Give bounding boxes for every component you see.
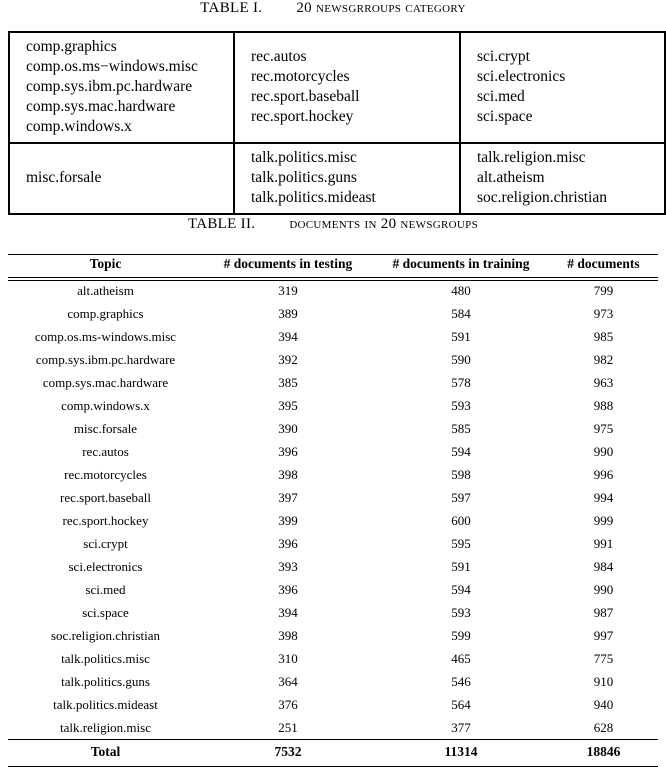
list-item: sci.crypt [477, 48, 530, 65]
table-row [9, 143, 665, 214]
cell-documents-total: 996 [593, 467, 614, 482]
cell-documents-testing: 396 [278, 536, 298, 551]
table-row [8, 717, 658, 740]
cell-topic: talk.politics.guns [61, 674, 150, 689]
table-row [8, 694, 658, 717]
cell-documents-training: 594 [451, 582, 471, 597]
cell-documents-training: 598 [451, 467, 471, 482]
cell-documents-training: 584 [451, 306, 471, 321]
list-item: alt.atheism [477, 169, 545, 186]
table-one-caption [0, 0, 666, 17]
table-two-caption-title: documents in 20 newsgroups [289, 216, 478, 232]
list-item: talk.politics.mideast [251, 189, 376, 206]
cell-documents-total: 910 [593, 674, 614, 689]
cell-documents-training: 595 [451, 536, 471, 551]
cell-documents-training: 578 [451, 375, 471, 390]
cell-topic: misc.forsale [73, 421, 138, 436]
list-item: rec.sport.hockey [251, 108, 354, 125]
cell-topic: rec.autos [82, 444, 129, 459]
table-two-caption-label: TABLE II. [187, 216, 256, 232]
list-item: talk.politics.guns [251, 169, 357, 186]
cell-documents-total: 940 [593, 697, 614, 712]
cell-documents-training: 593 [451, 398, 471, 413]
cell-documents-total: 990 [593, 582, 614, 597]
list-item: sci.electronics [477, 68, 566, 85]
column-header-topic: Topic [89, 256, 122, 271]
cell-documents-training: 600 [451, 513, 471, 528]
cell-documents-training: 599 [451, 628, 471, 643]
cell-documents-total: 982 [593, 352, 614, 367]
cell-documents-total: 990 [593, 444, 614, 459]
table-row [8, 395, 658, 418]
table-row [9, 32, 665, 143]
newsgroup-list [10, 168, 233, 188]
cell-topic: sci.electronics [68, 559, 143, 574]
cell-documents-total: 985 [593, 329, 614, 344]
table-one-caption-label: TABLE I. [200, 0, 263, 16]
cell-topic: soc.religion.christian [50, 628, 161, 643]
cell-topic: rec.motorcycles [64, 467, 147, 482]
table-row [8, 418, 658, 441]
cell-documents-training: 585 [451, 421, 471, 436]
cell-topic: comp.os.ms-windows.misc [34, 329, 177, 344]
cell-documents-testing: 395 [278, 398, 298, 413]
category-cell-comp [9, 32, 234, 143]
cell-documents-testing: 393 [278, 559, 298, 574]
category-cell-talk-politics [234, 143, 460, 214]
cell-documents-testing: 310 [278, 651, 298, 666]
column-header-documents-training: # documents in training [392, 256, 530, 271]
cell-documents-training: 546 [451, 674, 471, 689]
list-item: comp.sys.mac.hardware [26, 98, 176, 115]
table-row [8, 625, 658, 648]
cell-documents-total: 984 [593, 559, 614, 574]
cell-documents-testing: 394 [278, 605, 298, 620]
newsgroup-list [10, 37, 233, 137]
table-two-container [8, 256, 658, 765]
list-item: rec.motorcycles [251, 68, 350, 85]
cell-documents-total: 987 [593, 605, 614, 620]
cell-documents-training: 465 [451, 651, 471, 666]
table-row [8, 510, 658, 533]
cell-documents-total: 963 [593, 375, 614, 390]
cell-documents-testing: 319 [278, 283, 298, 298]
cell-topic: sci.space [82, 605, 129, 620]
table-head [8, 256, 658, 277]
cell-topic: talk.religion.misc [60, 720, 151, 735]
table-row [8, 579, 658, 602]
total-cell-topic: Total [90, 743, 121, 759]
newsgroup-category-table [8, 31, 666, 215]
table-row [8, 671, 658, 694]
table-row [8, 372, 658, 395]
cell-documents-total: 973 [593, 306, 614, 321]
cell-documents-testing: 389 [278, 306, 298, 321]
cell-documents-testing: 398 [278, 467, 298, 482]
list-item: talk.religion.misc [477, 149, 586, 166]
list-item: comp.graphics [26, 38, 117, 55]
category-cell-sci [460, 32, 665, 143]
cell-topic: rec.sport.baseball [60, 490, 151, 505]
cell-documents-testing: 397 [278, 490, 298, 505]
cell-documents-testing: 398 [278, 628, 298, 643]
cell-documents-training: 591 [451, 559, 471, 574]
cell-topic: comp.graphics [67, 306, 144, 321]
cell-documents-total: 975 [593, 421, 614, 436]
cell-topic: comp.sys.ibm.pc.hardware [35, 352, 176, 367]
column-header-documents-testing: # documents in testing [223, 256, 353, 271]
table-row [8, 556, 658, 579]
table-one-caption-title: 20 newsgrroups category [296, 0, 466, 16]
cell-documents-training: 591 [451, 329, 471, 344]
table-two-top-rule [8, 254, 658, 255]
cell-documents-total: 994 [593, 490, 614, 505]
table-body [8, 277, 658, 765]
cell-topic: talk.politics.mideast [53, 697, 158, 712]
newsgroup-list [235, 47, 459, 127]
cell-documents-testing: 390 [278, 421, 298, 436]
newsgroup-list [461, 148, 664, 208]
cell-topic: talk.politics.misc [61, 651, 150, 666]
cell-documents-testing: 396 [278, 444, 298, 459]
total-cell-documents-total: 18846 [586, 743, 621, 759]
cell-documents-testing: 385 [278, 375, 298, 390]
list-item: misc.forsale [26, 169, 102, 186]
table-row [8, 441, 658, 464]
cell-documents-training: 480 [451, 283, 471, 298]
table-two-header-rule-lower [8, 280, 658, 281]
list-item: comp.os.ms−windows.misc [26, 58, 198, 75]
cell-documents-total: 628 [593, 720, 614, 735]
list-item: talk.politics.misc [251, 149, 357, 166]
table-row [8, 648, 658, 671]
list-item: comp.sys.ibm.pc.hardware [26, 78, 193, 95]
table-row [8, 464, 658, 487]
cell-documents-testing: 396 [278, 582, 298, 597]
table-row [8, 326, 658, 349]
cell-documents-testing: 399 [278, 513, 298, 528]
cell-documents-total: 988 [593, 398, 614, 413]
cell-documents-testing: 364 [278, 674, 298, 689]
newsgroup-list [461, 47, 664, 127]
table-one-container [8, 31, 658, 215]
cell-documents-training: 597 [451, 490, 471, 505]
cell-topic: rec.sport.hockey [62, 513, 149, 528]
table-total-row [8, 740, 658, 765]
cell-documents-total: 991 [593, 536, 614, 551]
cell-topic: comp.sys.mac.hardware [42, 375, 169, 390]
cell-documents-training: 590 [451, 352, 471, 367]
cell-topic: sci.med [85, 582, 126, 597]
cell-documents-testing: 392 [278, 352, 298, 367]
table-row [8, 487, 658, 510]
total-cell-documents-training: 11314 [444, 743, 478, 759]
total-cell-documents-testing: 7532 [274, 743, 302, 759]
cell-documents-testing: 376 [278, 697, 298, 712]
list-item: soc.religion.christian [477, 189, 607, 206]
table-row [8, 303, 658, 326]
table-two-header-rule-upper [8, 277, 658, 278]
table-row [8, 533, 658, 556]
cell-documents-total: 997 [593, 628, 614, 643]
cell-documents-testing: 394 [278, 329, 298, 344]
cell-documents-total: 799 [593, 283, 614, 298]
category-cell-misc [9, 143, 234, 214]
category-cell-rec [234, 32, 460, 143]
cell-topic: alt.atheism [77, 283, 134, 298]
list-item: rec.sport.baseball [251, 88, 360, 105]
cell-documents-training: 594 [451, 444, 471, 459]
documents-per-newsgroup-table [8, 256, 658, 765]
table-two-caption [0, 216, 666, 233]
column-header-documents-total: # documents [567, 256, 640, 271]
list-item: sci.space [477, 108, 533, 125]
category-cell-religion [460, 143, 665, 214]
table-two-total-rule-top [8, 739, 658, 740]
cell-documents-testing: 251 [278, 720, 298, 735]
table-row [8, 602, 658, 625]
cell-topic: comp.windows.x [61, 398, 150, 413]
newsgroup-list [235, 148, 459, 208]
cell-documents-training: 377 [451, 720, 471, 735]
cell-documents-total: 999 [593, 513, 614, 528]
list-item: comp.windows.x [26, 118, 132, 135]
cell-documents-training: 564 [451, 697, 471, 712]
cell-documents-training: 593 [451, 605, 471, 620]
table-header-row [8, 256, 658, 277]
table-row [8, 349, 658, 372]
list-item: sci.med [477, 88, 525, 105]
cell-topic: sci.crypt [83, 536, 128, 551]
cell-documents-total: 775 [593, 651, 614, 666]
list-item: rec.autos [251, 48, 307, 65]
